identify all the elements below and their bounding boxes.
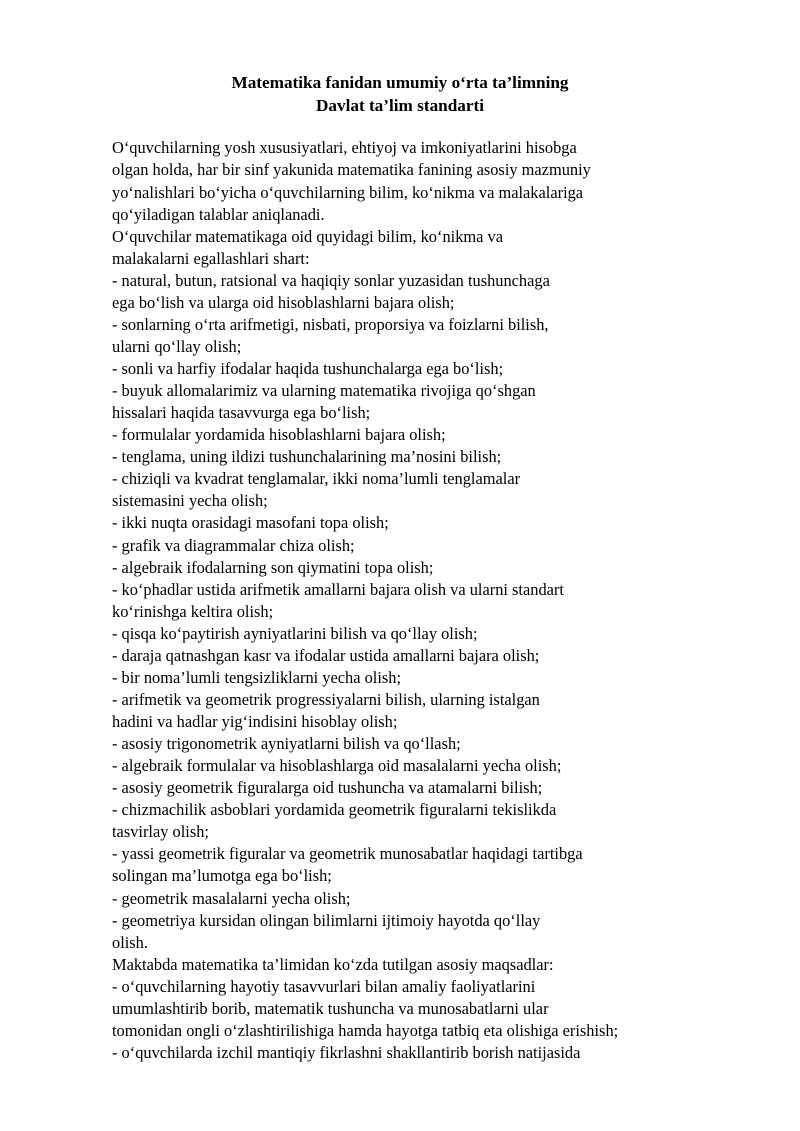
body-line: - ikki nuqta orasidagi masofani topa olish; (112, 513, 389, 533)
body-line: - o‘quvchilarning hayotiy tasavvurlari bilan amaliy faoliyatlarini (112, 976, 536, 996)
body-line: O‘quvchilarning yosh xususiyatlari, ehtiyoj va imkoniyatlarini hisobga (112, 138, 577, 158)
body-line: - sonli va harfiy ifodalar haqida tushunchalarga ega bo‘lish; (112, 359, 504, 379)
body-line: - algebraik ifodalarning son qiymatini topa olish; (112, 557, 434, 577)
body-line: - qisqa ko‘paytirish ayniyatlarini bilish va qo‘llay olish; (112, 623, 478, 643)
body-line: malakalarni egallashlari shart: (112, 248, 310, 268)
body-line: - chiziqli va kvadrat tenglamalar, ikki noma’lumli tenglamalar (112, 469, 521, 489)
body-line: solingan ma’lumotga ega bo‘lish; (112, 866, 332, 886)
body-line: - natural, butun, ratsional va haqiqiy sonlar yuzasidan tushunchaga (112, 270, 550, 290)
body-line: hissalari haqida tasavvurga ega bo‘lish; (112, 403, 371, 423)
body-line: qo‘yiladigan talablar aniqlanadi. (112, 204, 325, 224)
body-line: - asosiy geometrik figuralarga oid tushuncha va atamalarni bilish; (112, 778, 543, 798)
body-line: - formulalar yordamida hisoblashlarni bajara olish; (112, 425, 446, 445)
body-line: tomonidan ongli o‘zlashtirilishiga hamda hayotga tatbiq eta olishiga erishish; (112, 1020, 619, 1040)
body-line: olgan holda, har bir sinf yakunida matematika fanining asosiy mazmuniy (112, 160, 591, 180)
body-line: O‘quvchilar matematikaga oid quyidagi bilim, ko‘nikma va (112, 226, 503, 246)
body-line: - asosiy trigonometrik ayniyatlarni bilish va qo‘llash; (112, 734, 461, 754)
body-line: Maktabda matematika ta’limidan ko‘zda tutilgan asosiy maqsadlar: (112, 954, 554, 974)
title-line-1: Matematika fanidan umumiy o‘rta ta’limning (231, 73, 569, 92)
body-line: - yassi geometrik figuralar va geometrik munosabatlar haqidagi tartibga (112, 844, 583, 864)
body-line: ko‘rinishga keltira olish; (112, 601, 274, 621)
body-line: yo‘nalishlari bo‘yicha o‘quvchilarning bilim, ko‘nikma va malakalariga (112, 182, 584, 202)
body-line: - chizmachilik asboblari yordamida geometrik figuralarni tekislikda (112, 800, 557, 820)
body-line: - geometrik masalalarni yecha olish; (112, 888, 351, 908)
body-line: - o‘quvchilarda izchil mantiqiy fikrlashni shakllantirib borish natijasida (112, 1042, 581, 1062)
body-line: - geometriya kursidan olingan bilimlarni ijtimoiy hayotda qo‘llay (112, 910, 541, 930)
body-line: - daraja qatnashgan kasr va ifodalar ustida amallarni bajara olish; (112, 645, 540, 665)
title-line-2: Davlat ta’lim standarti (315, 95, 485, 115)
body-line: ega bo‘lish va ularga oid hisoblashlarni bajara olish; (112, 292, 455, 312)
body-line: - algebraik formulalar va hisoblashlarga oid masalalarni yecha olish; (112, 756, 562, 776)
body-line: - grafik va diagrammalar chiza olish; (112, 535, 355, 555)
body-line: umumlashtirib borib, matematik tushuncha va munosabatlarni ular (112, 998, 549, 1018)
body-line: - tenglama, uning ildizi tushunchalarining ma’nosini bilish; (112, 447, 502, 467)
body-line: hadini va hadlar yig‘indisini hisoblay olish; (112, 712, 398, 732)
body-line: olish. (112, 932, 148, 952)
body-line: sistemasini yecha olish; (112, 491, 268, 511)
body-line: - bir noma’lumli tengsizliklarni yecha olish; (112, 667, 402, 687)
body-line: tasvirlay olish; (112, 822, 209, 842)
body-line: - arifmetik va geometrik progressiyalarni bilish, ularning istalgan (112, 689, 540, 709)
body-line: - sonlarning o‘rta arifmetigi, nisbati, proporsiya va foizlarni bilish, (112, 314, 549, 334)
body-line: - buyuk allomalarimiz va ularning matematika rivojiga qo‘shgan (112, 381, 536, 401)
body-line: ularni qo‘llay olish; (112, 336, 242, 356)
document-body (112, 137, 688, 1064)
page-title (112, 72, 688, 117)
body-line: - ko‘phadlar ustida arifmetik amallarni bajara olish va ularni standart (112, 579, 564, 599)
